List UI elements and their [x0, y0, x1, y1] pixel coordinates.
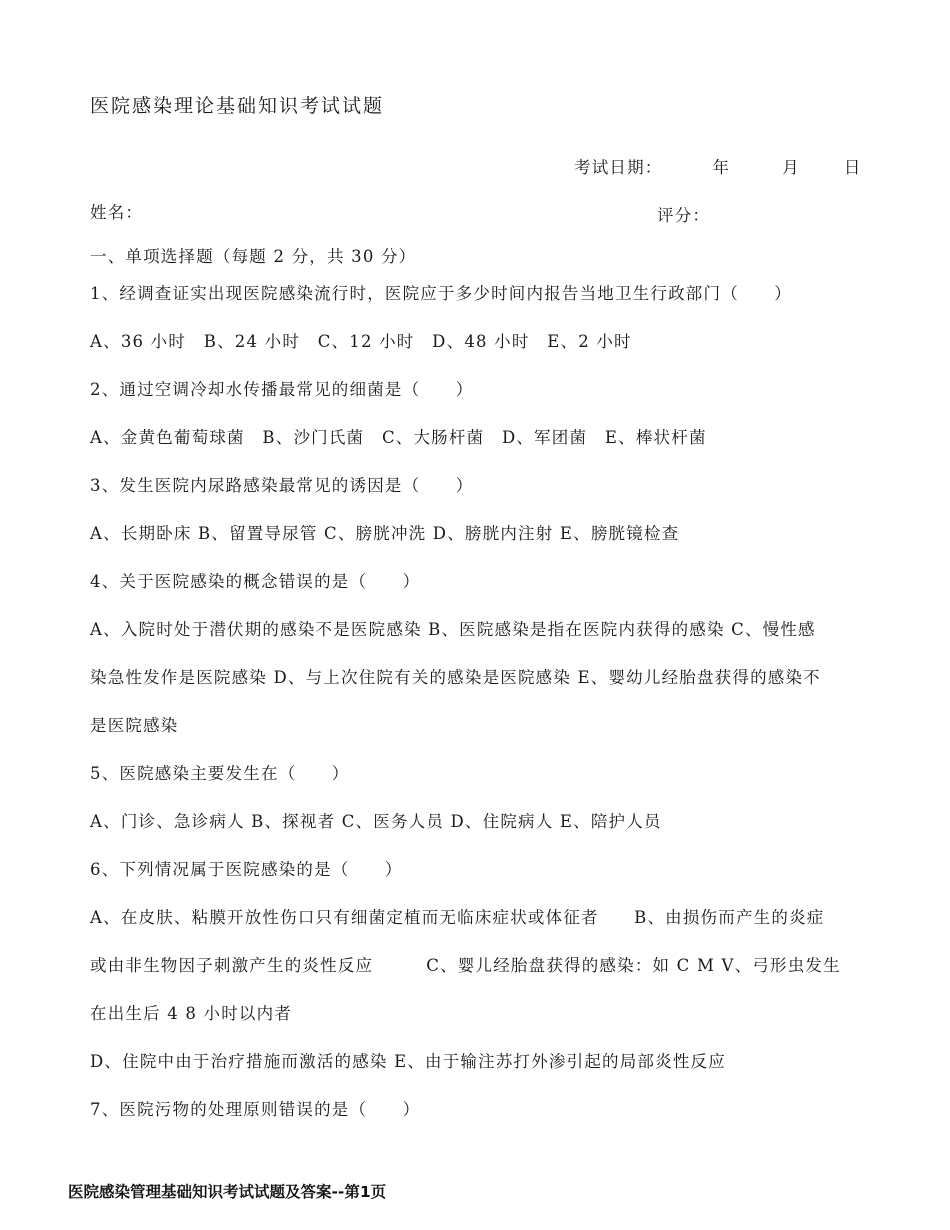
- exam-date-month: 月: [782, 158, 800, 177]
- question-6: 6、下列情况属于医院感染的是（ ）: [90, 860, 403, 879]
- section-heading: 一、单项选择题（每题 2 分，共 30 分）: [90, 247, 417, 266]
- exam-date-year: 年: [712, 158, 731, 177]
- question-2-options: A、金黄色葡萄球菌 B、沙门氏菌 C、大肠杆菌 D、军团菌 E、棒状杆菌: [90, 428, 707, 447]
- name-label: 姓名：: [90, 203, 144, 222]
- question-1-options: A、36 小时 B、24 小时 C、12 小时 D、48 小时 E、2 小时: [90, 332, 632, 351]
- question-4-options-line-1: A、入院时处于潜伏期的感染不是医院感染 B、医院感染是指在医院内获得的感染 C、慢性感: [90, 620, 816, 639]
- question-6-options-line-3: 在出生后 4 8 小时以内者: [90, 1004, 293, 1023]
- question-3-options: A、长期卧床 B、留置导尿管 C、膀胱冲洗 D、膀胱内注射 E、膀胱镜检查: [90, 524, 680, 543]
- question-6-options-line-2: 或由非生物因子刺激产生的炎性反应 C、婴儿经胎盘获得的感染：如 C M V、弓形虫发生: [90, 956, 841, 975]
- page-footer: 医院感染管理基础知识考试试题及答案--第1页: [68, 1183, 387, 1201]
- question-4-options-line-2: 染急性发作是医院感染 D、与上次住院有关的感染是医院感染 E、婴幼儿经胎盘获得的感染不: [90, 668, 821, 687]
- question-5-options: A、门诊、急诊病人 B、探视者 C、医务人员 D、住院病人 E、陪护人员: [90, 812, 662, 831]
- question-4-options-line-3: 是医院感染: [90, 716, 179, 735]
- score-label: 评分：: [657, 206, 711, 225]
- question-6-options-line-1: A、在皮肤、粘膜开放性伤口只有细菌定植而无临床症状或体征者 B、由损伤而产生的炎症: [90, 908, 825, 927]
- question-7: 7、医院污物的处理原则错误的是（ ）: [90, 1100, 421, 1119]
- question-6-options-line-4: D、住院中由于治疗措施而激活的感染 E、由于输注苏打外渗引起的局部炎性反应: [90, 1052, 726, 1071]
- exam-date-label: 考试日期：: [574, 158, 663, 177]
- question-5: 5、医院感染主要发生在（ ）: [90, 764, 350, 783]
- exam-date-day: 日: [843, 158, 862, 177]
- question-1: 1、经调查证实出现医院感染流行时，医院应于多少时间内报告当地卫生行政部门（ ）: [90, 284, 792, 303]
- document-title: 医院感染理论基础知识考试试题: [90, 95, 385, 117]
- question-2: 2、通过空调冷却水传播最常见的细菌是（ ）: [90, 380, 474, 399]
- question-4: 4、关于医院感染的概念错误的是（ ）: [90, 572, 421, 591]
- question-3: 3、发生医院内尿路感染最常见的诱因是（ ）: [90, 476, 474, 495]
- exam-date: [574, 154, 862, 178]
